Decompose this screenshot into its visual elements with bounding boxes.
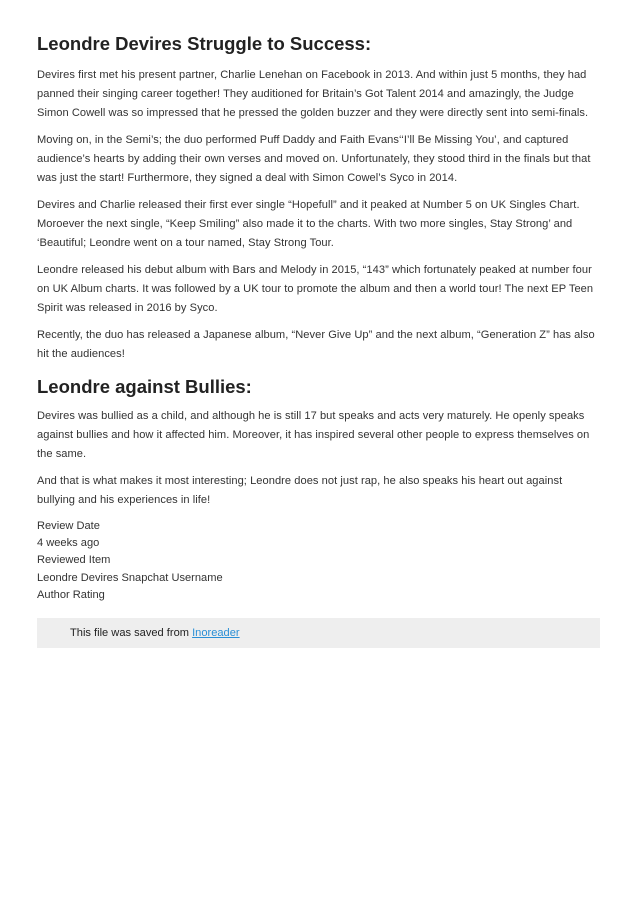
- paragraph: Leondre released his debut album with Bars and Melody in 2015, “143” which fortunately peaked at number four on UK Album charts. It was followed by a UK tour to promote the album and then a world tour! The next EP Teen Spirit was released in 2016 by Syco.: [37, 264, 594, 314]
- author-rating-label: Author Rating: [37, 588, 105, 601]
- document-page: [37, 0, 601, 648]
- review-date-label: Review Date: [37, 520, 100, 532]
- reviewed-item-label: Reviewed Item: [37, 554, 111, 567]
- saved-from-footer: [37, 618, 600, 648]
- footer-text-wrap: [70, 626, 240, 640]
- paragraph: And that is what makes it most interesting; Leondre does not just rap, he also speaks his heart out against bullying and his experiences in life!: [37, 475, 563, 506]
- review-date-value: 4 weeks ago: [37, 537, 100, 550]
- review-meta: [37, 518, 601, 604]
- paragraph: Moving on, in the Semi’s; the duo performed Puff Daddy and Faith Evans‘‘I’ll Be Missing You’, and captured audience’s hearts by adding their own verses and moved on. Unfortunately, they stood third in the finals but that was just the start! Furthermore, they signed a deal with Simon Cowel’s Syco in 2014.: [37, 134, 591, 184]
- reviewed-item-value: Leondre Devires Snapchat Username: [37, 571, 223, 584]
- paragraph: Recently, the duo has released a Japanese album, “Never Give Up” and the next album, “Generation Z” has also hit the audiences!: [37, 329, 595, 360]
- paragraph: Devires was bullied as a child, and although he is still 17 but speaks and acts very maturely. He openly speaks against bullies and how it affected him. Moreover, it has inspired several other people to express themselves on the same.: [37, 410, 590, 460]
- footer-text: This file was saved from: [70, 627, 193, 640]
- paragraph: Devires and Charlie released their first ever single “Hopefull” and it peaked at Number 5 on UK Singles Chart. Moroever the next single, “Keep Smiling” also made it to the charts. With two more singles, Stay Strong’ and ‘Beautiful; Leondre went on a tour named, Stay Strong Tour.: [37, 199, 580, 249]
- inoreader-link[interactable]: Inoreader: [192, 627, 240, 640]
- paragraph: Devires first met his present partner, Charlie Lenehan on Facebook in 2013. And within just 5 months, they had panned their singing career together! They auditioned for Britain’s Got Talent 2014 and amazingly, the Judge Simon Cowell was so impressed that he pressed the golden buzzer and they were directly sent into semi-finals.: [37, 69, 589, 119]
- section-heading-struggle: Leondre Devires Struggle to Success:: [37, 33, 372, 54]
- section-heading-bullies: Leondre against Bullies:: [37, 376, 252, 397]
